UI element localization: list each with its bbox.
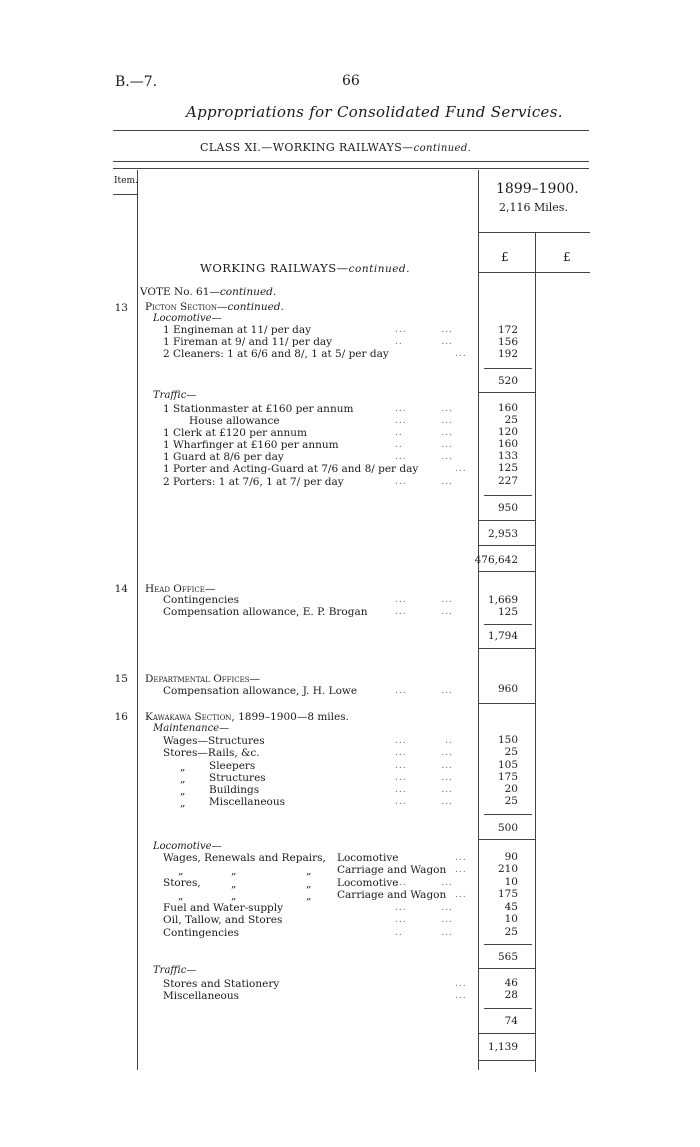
leader-dots: ... xyxy=(455,991,467,1001)
picton-locomotive-label: Locomotive— xyxy=(153,313,222,324)
kawakawa-section-title: Kawakawa Section, xyxy=(145,711,235,723)
picton-traffic-subtotal-rule xyxy=(484,495,532,496)
kawakawa-locomotive-label: Locomotive— xyxy=(153,841,222,852)
kawakawa-maint-subtotal-bottom-rule xyxy=(478,839,535,840)
picton-traffic-line-6: 1 Porter and Acting-Guard at 7/6 and 8/ per day xyxy=(163,463,419,475)
section-heading xyxy=(200,261,410,275)
leader-dots: ... xyxy=(455,979,467,989)
leader-dots: ... xyxy=(455,890,467,900)
kawakawa-loco-other-line-1: Fuel and Water-supply xyxy=(163,902,284,914)
leader-dots: ... ... xyxy=(395,607,453,617)
kawakawa-maint-line-5: Buildings xyxy=(209,784,260,796)
kawakawa-maint-amount-5: 20 xyxy=(504,783,518,795)
leader-dots: ... ... xyxy=(395,785,453,795)
ditto-mark: „ xyxy=(306,878,312,890)
currency-symbol-2: £ xyxy=(563,250,571,264)
kawakawa-maint-line-1: Wages—Structures xyxy=(163,735,265,747)
kawakawa-traffic-line-2: Miscellaneous xyxy=(163,990,240,1002)
leader-dots: ... ... xyxy=(395,325,453,335)
vote-label-continued: continued. xyxy=(219,286,277,298)
kawakawa-loco-kind-1: Locomotive xyxy=(337,852,399,864)
leader-dots: .. ... xyxy=(395,337,453,347)
header-rule xyxy=(113,130,589,131)
kawakawa-traffic-subtotal-rule xyxy=(484,1008,532,1009)
ditto-mark: „ xyxy=(180,785,186,797)
item-column-header: Item. xyxy=(114,176,138,186)
picton-traffic-amount-4: 160 xyxy=(497,438,518,450)
leader-dots: ... ... xyxy=(395,797,453,807)
currency-symbol-1: £ xyxy=(501,250,509,264)
picton-traffic-line-2: House allowance xyxy=(189,415,280,427)
year-header-rule xyxy=(478,232,590,233)
departmental-line-1: Compensation allowance, J. H. Lowe xyxy=(163,685,358,697)
leader-dots: ... ... xyxy=(395,773,453,783)
picton-loco-subtotal-rule xyxy=(484,368,532,369)
leader-dots: ... ... xyxy=(395,761,453,771)
kawakawa-maint-subtotal: 500 xyxy=(497,822,518,834)
item-number-15: 15 xyxy=(114,673,128,685)
picton-traffic-amount-3: 120 xyxy=(497,426,518,438)
leader-dots: ... ... xyxy=(395,404,453,414)
head-office-line-2: Compensation allowance, E. P. Brogan xyxy=(163,606,368,618)
picton-traffic-line-3: 1 Clerk at £120 per annum xyxy=(163,427,308,439)
item-number-16: 16 xyxy=(114,711,128,723)
kawakawa-loco-wages-label: Wages, Renewals and Repairs, xyxy=(163,852,326,864)
kawakawa-loco-kind-2: Carriage and Wagon xyxy=(337,864,447,876)
page-number: 66 xyxy=(342,73,360,89)
head-office-total: 1,794 xyxy=(487,630,518,642)
kawakawa-maint-line-3: Sleepers xyxy=(209,760,256,772)
kawakawa-loco-amount-3: 10 xyxy=(504,876,518,888)
section-heading-rule xyxy=(478,272,590,273)
leader-dots: ... ... xyxy=(395,915,453,925)
section-heading-continued: continued. xyxy=(348,263,410,275)
picton-section-heading xyxy=(145,301,284,313)
ditto-mark: „ xyxy=(180,797,186,809)
picton-section-total: 2,953 xyxy=(487,528,518,540)
kawakawa-maint-amount-2: 25 xyxy=(504,746,518,758)
ditto-mark: „ xyxy=(306,865,312,877)
ditto-mark: „ xyxy=(178,890,184,902)
table-top-rule xyxy=(113,168,589,169)
picton-loco-line-1: 1 Engineman at 11/ per day xyxy=(163,324,312,336)
item-header-rule xyxy=(113,194,137,195)
vote-label xyxy=(140,286,276,298)
departmental-offices-title: Departmental Offices— xyxy=(145,673,261,685)
picton-traffic-amount-6: 125 xyxy=(497,462,518,474)
class-heading-rule xyxy=(113,161,589,162)
leader-dots: ... xyxy=(455,865,467,875)
leader-dots: ... xyxy=(455,464,467,474)
amount-column-mid-divider xyxy=(535,232,536,1072)
kawakawa-maint-amount-6: 25 xyxy=(504,795,518,807)
kawakawa-traffic-subtotal-bottom-rule xyxy=(478,1033,535,1034)
item-number-14: 14 xyxy=(114,583,128,595)
kawakawa-maint-amount-3: 105 xyxy=(497,759,518,771)
kawakawa-loco-subtotal-rule xyxy=(484,944,532,945)
picton-section-continued: continued. xyxy=(227,301,284,313)
leader-dots: .. ... xyxy=(395,928,453,938)
head-office-total-bottom-rule xyxy=(478,648,535,649)
class-heading-main: CLASS XI.—WORKING RAILWAYS— xyxy=(200,141,414,154)
class-heading-continued: continued. xyxy=(413,143,472,154)
kawakawa-loco-other-line-3: Contingencies xyxy=(163,927,239,939)
head-office-amount-1: 1,669 xyxy=(487,594,518,606)
leader-dots: ... .. xyxy=(395,736,453,746)
kawakawa-maint-amount-1: 150 xyxy=(497,734,518,746)
leader-dots: .. ... xyxy=(395,428,453,438)
kawakawa-loco-other-line-2: Oil, Tallow, and Stores xyxy=(163,914,283,926)
item-column-divider xyxy=(137,170,138,1070)
ditto-mark: „ xyxy=(231,890,237,902)
picton-traffic-amount-1: 160 xyxy=(497,402,518,414)
miles-header: 2,116 Miles. xyxy=(499,201,568,214)
picton-traffic-amount-7: 227 xyxy=(497,475,518,487)
ditto-mark: „ xyxy=(306,890,312,902)
kawakawa-traffic-subtotal: 74 xyxy=(504,1015,518,1027)
picton-traffic-line-5: 1 Guard at 8/6 per day xyxy=(163,451,284,463)
picton-loco-subtotal: 520 xyxy=(497,375,518,387)
running-total: 476,642 xyxy=(474,554,518,566)
kawakawa-maintenance-label: Maintenance— xyxy=(153,723,230,734)
ditto-mark: „ xyxy=(178,865,184,877)
kawakawa-loco-amount-1: 90 xyxy=(504,851,518,863)
head-office-title: Head Office— xyxy=(145,583,216,595)
head-office-line-1: Contingencies xyxy=(163,594,239,606)
picton-traffic-amount-2: 25 xyxy=(504,414,518,426)
ditto-mark: „ xyxy=(180,773,186,785)
leader-dots: ... ... xyxy=(395,595,453,605)
picton-traffic-amount-5: 133 xyxy=(497,450,518,462)
ditto-mark: „ xyxy=(180,761,186,773)
kawakawa-section-heading xyxy=(145,711,349,723)
picton-traffic-line-7: 2 Porters: 1 at 7/6, 1 at 7/ per day xyxy=(163,476,344,488)
picton-loco-amount-1: 172 xyxy=(497,324,518,336)
kawakawa-loco-other-amount-3: 25 xyxy=(504,926,518,938)
picton-traffic-label: Traffic— xyxy=(153,390,197,401)
item-number-13: 13 xyxy=(114,302,128,314)
leader-dots: ... xyxy=(455,853,467,863)
leader-dots: ... ... xyxy=(395,748,453,758)
ditto-mark: „ xyxy=(231,878,237,890)
departmental-amount-1: 960 xyxy=(497,683,518,695)
leader-dots: ... ... xyxy=(395,452,453,462)
picton-traffic-line-4: 1 Wharfinger at £160 per annum xyxy=(163,439,339,451)
leader-dots: ... ... xyxy=(395,477,453,487)
vote-label-main: VOTE No. 61— xyxy=(140,286,220,298)
kawakawa-traffic-label: Traffic— xyxy=(153,965,197,976)
picton-traffic-line-1: 1 Stationmaster at £160 per annum xyxy=(163,403,354,415)
year-header: 1899–1900. xyxy=(496,181,579,197)
picton-loco-line-3: 2 Cleaners: 1 at 6/6 and 8/, 1 at 5/ per day xyxy=(163,348,389,360)
page-title: Appropriations for Consolidated Fund Services. xyxy=(186,103,563,121)
kawakawa-traffic-amount-2: 28 xyxy=(504,989,518,1001)
picton-traffic-subtotal: 950 xyxy=(497,502,518,514)
leader-dots: ... ... xyxy=(395,416,453,426)
leader-dots: ... ... xyxy=(395,686,453,696)
kawakawa-loco-kind-3: Locomotive xyxy=(337,877,399,889)
picton-loco-amount-2: 156 xyxy=(497,336,518,348)
departmental-rule xyxy=(478,703,535,704)
kawakawa-section-title-rest: 1899–1900—8 miles. xyxy=(238,711,349,723)
kawakawa-maint-line-2: Stores—Rails, &c. xyxy=(163,747,260,759)
kawakawa-traffic-amount-1: 46 xyxy=(504,977,518,989)
picton-loco-subtotal-bottom-rule xyxy=(478,392,535,393)
kawakawa-loco-stores-label: Stores, xyxy=(163,877,201,889)
section-heading-main: WORKING RAILWAYS— xyxy=(200,261,349,275)
kawakawa-loco-other-amount-2: 10 xyxy=(504,913,518,925)
kawakawa-loco-subtotal: 565 xyxy=(497,951,518,963)
picton-section-title: Picton Section— xyxy=(145,301,228,313)
leader-dots: ... ... xyxy=(395,878,453,888)
kawakawa-maint-line-6: Miscellaneous xyxy=(209,796,286,808)
kawakawa-loco-kind-4: Carriage and Wagon xyxy=(337,889,447,901)
class-heading xyxy=(200,141,471,154)
kawakawa-maint-amount-4: 175 xyxy=(497,771,518,783)
leader-dots: ... xyxy=(455,349,467,359)
ditto-mark: „ xyxy=(231,865,237,877)
kawakawa-section-total: 1,139 xyxy=(487,1041,518,1053)
kawakawa-loco-subtotal-bottom-rule xyxy=(478,968,535,969)
picton-section-total-rule xyxy=(478,545,535,546)
picton-traffic-subtotal-bottom-rule xyxy=(478,520,535,521)
picton-loco-line-2: 1 Fireman at 9/ and 11/ per day xyxy=(163,336,333,348)
kawakawa-section-total-rule xyxy=(478,1060,535,1061)
kawakawa-loco-other-amount-1: 45 xyxy=(504,901,518,913)
kawakawa-traffic-line-1: Stores and Stationery xyxy=(163,978,280,990)
running-total-rule xyxy=(478,571,535,572)
page-reference: B.—7. xyxy=(115,74,158,90)
picton-loco-amount-3: 192 xyxy=(497,348,518,360)
leader-dots: .. ... xyxy=(395,440,453,450)
kawakawa-maint-subtotal-rule xyxy=(484,814,532,815)
head-office-total-rule xyxy=(484,624,532,625)
head-office-amount-2: 125 xyxy=(497,606,518,618)
kawakawa-loco-amount-4: 175 xyxy=(497,888,518,900)
kawakawa-loco-amount-2: 210 xyxy=(497,863,518,875)
leader-dots: ... ... xyxy=(395,903,453,913)
kawakawa-maint-line-4: Structures xyxy=(209,772,266,784)
